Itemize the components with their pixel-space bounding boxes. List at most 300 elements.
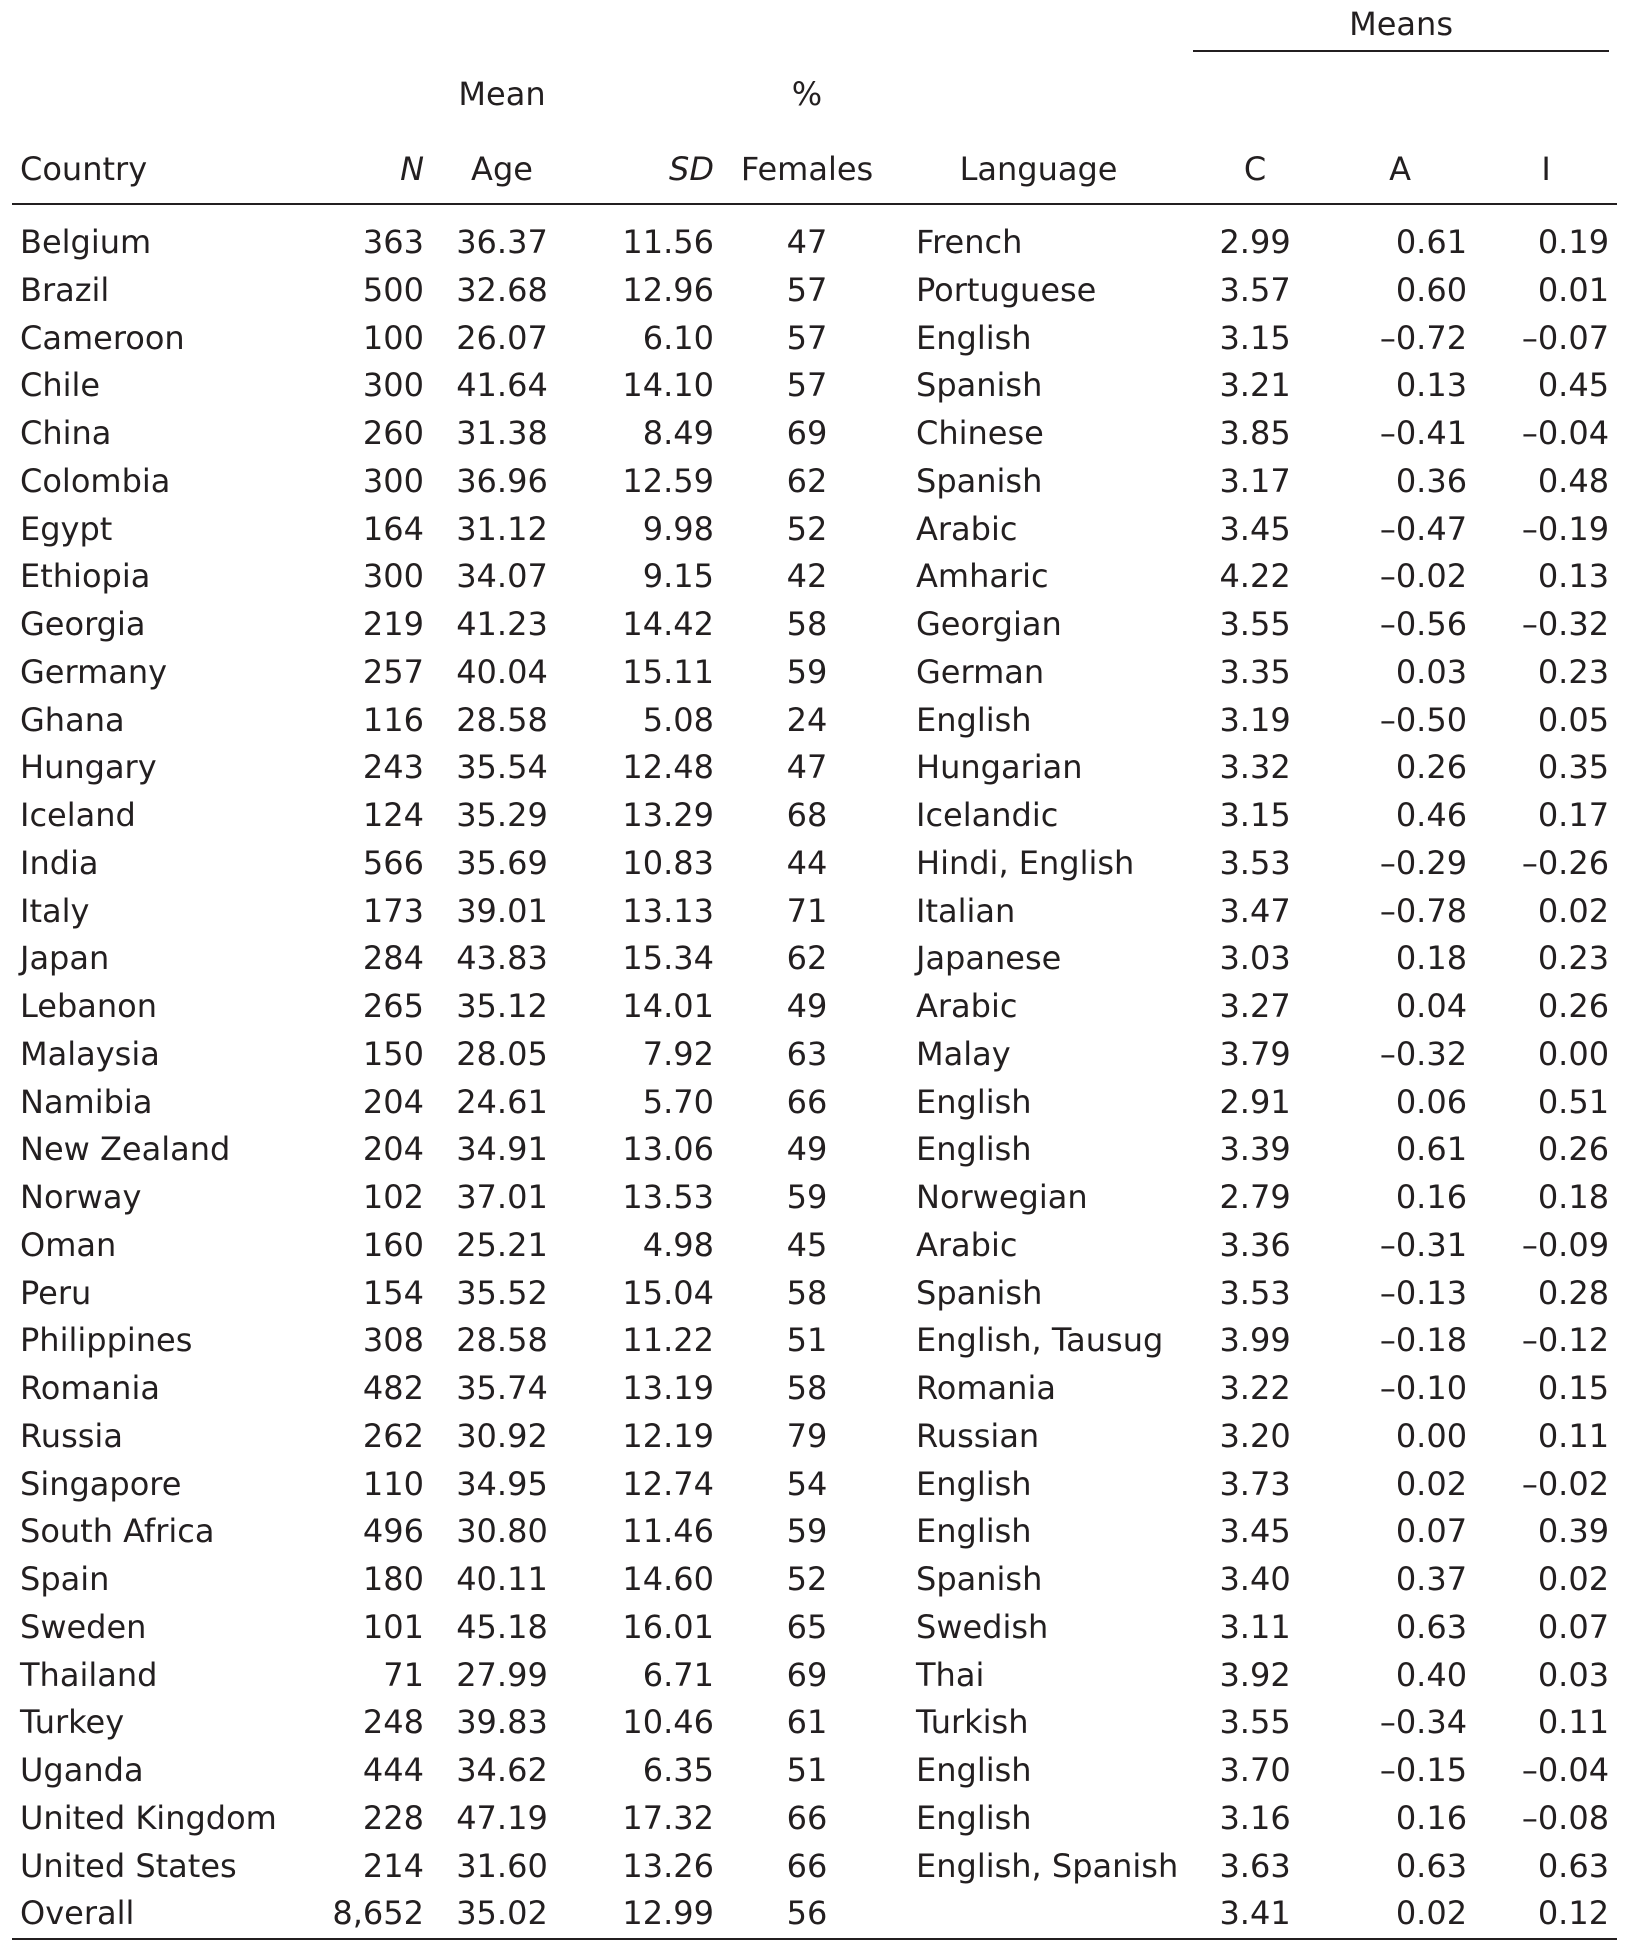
language-cell: Chinese xyxy=(916,414,1044,452)
a-mean-cell: 0.16 xyxy=(1395,1798,1468,1837)
females-cell: 51 xyxy=(786,1321,828,1360)
sd-cell: 12.99 xyxy=(572,1890,722,1939)
table-row xyxy=(12,935,1617,983)
i-mean-cell: 0.26 xyxy=(1537,987,1610,1025)
sd-cell: 5.70 xyxy=(642,1082,714,1121)
language-cell: Swedish xyxy=(916,1607,1049,1646)
table-row xyxy=(12,1126,1617,1174)
mean-age-cell: 31.12 xyxy=(456,509,548,548)
females-header-line2: Females xyxy=(722,122,892,204)
country-cell: Turkey xyxy=(20,1703,125,1742)
sd-cell: 13.26 xyxy=(622,1846,714,1885)
c-mean-cell: 3.35 xyxy=(1219,652,1291,691)
sd-cell: 12.48 xyxy=(622,748,714,787)
n-cell: 284 xyxy=(362,939,424,978)
country-cell: Japan xyxy=(20,939,110,978)
country-cell: Spain xyxy=(20,1560,110,1598)
a-mean-cell: 0.18 xyxy=(1395,939,1468,978)
table-row xyxy=(12,1508,1617,1556)
c-mean-cell: 3.22 xyxy=(1219,1369,1291,1407)
i-mean-cell: –0.32 xyxy=(1521,605,1610,643)
c-mean-cell: 2.99 xyxy=(1219,223,1291,261)
a-mean-cell: –0.15 xyxy=(1379,1751,1468,1789)
country-cell: China xyxy=(20,414,112,452)
mean-age-cell: 41.64 xyxy=(456,366,548,405)
country-cell: Colombia xyxy=(20,461,171,500)
n-cell: 219 xyxy=(362,605,424,643)
a-mean-cell: 0.03 xyxy=(1395,652,1468,691)
table-row xyxy=(12,1317,1617,1365)
a-mean-cell: 0.40 xyxy=(1395,1655,1468,1694)
mean-age-cell: 40.04 xyxy=(456,652,548,691)
females-cell: 54 xyxy=(786,1464,828,1503)
i-mean-cell: 0.63 xyxy=(1537,1846,1610,1885)
c-mean-cell: 3.45 xyxy=(1219,509,1291,548)
sd-cell: 13.19 xyxy=(622,1369,714,1407)
n-header: N xyxy=(302,122,432,204)
i-mean-cell: 0.02 xyxy=(1537,891,1610,930)
n-cell: 300 xyxy=(362,366,424,405)
country-cell: Germany xyxy=(20,652,168,691)
females-cell: 24 xyxy=(786,700,828,739)
language-cell: Turkish xyxy=(916,1703,1029,1742)
sd-cell: 15.04 xyxy=(622,1273,714,1312)
i-mean-cell: 0.07 xyxy=(1537,1607,1610,1646)
c-mean-cell: 3.16 xyxy=(1219,1798,1291,1837)
i-mean-cell: 0.11 xyxy=(1537,1703,1610,1742)
i-mean-cell: 0.23 xyxy=(1537,939,1610,978)
females-cell: 45 xyxy=(786,1225,828,1264)
language-cell: English xyxy=(916,1464,1032,1503)
sd-cell: 12.19 xyxy=(622,1416,714,1455)
females-cell: 58 xyxy=(786,605,828,643)
a-mean-cell: 0.26 xyxy=(1395,748,1468,787)
sd-cell: 12.96 xyxy=(622,270,714,309)
a-mean-cell: –0.18 xyxy=(1379,1321,1468,1360)
n-cell: 102 xyxy=(362,1178,424,1216)
mean-age-cell: 45.18 xyxy=(456,1607,548,1646)
table-row xyxy=(12,983,1617,1031)
sd-cell: 10.46 xyxy=(622,1703,714,1742)
country-cell: Ghana xyxy=(20,700,125,739)
sd-cell: 13.53 xyxy=(622,1178,714,1216)
sd-cell: 9.15 xyxy=(642,557,714,596)
i-mean-cell: 0.00 xyxy=(1537,1034,1610,1073)
n-cell: 164 xyxy=(362,509,424,548)
c-mean-cell: 3.53 xyxy=(1219,843,1291,882)
c-mean-cell: 3.73 xyxy=(1219,1464,1291,1503)
i-mean-cell: 0.18 xyxy=(1537,1178,1610,1216)
table-row xyxy=(12,1413,1617,1461)
c-mean-cell: 3.40 xyxy=(1219,1560,1291,1598)
sd-cell: 14.42 xyxy=(622,605,714,643)
c-mean-cell: 3.39 xyxy=(1219,1130,1291,1169)
females-cell: 71 xyxy=(786,891,828,930)
mean-age-cell: 47.19 xyxy=(456,1798,548,1837)
language-cell: Japanese xyxy=(916,939,1062,978)
n-cell: 308 xyxy=(362,1321,424,1360)
a-mean-cell: 0.02 xyxy=(1395,1464,1468,1503)
table-row xyxy=(12,1031,1617,1079)
i-mean-cell: 0.35 xyxy=(1537,748,1610,787)
i-mean-cell: 0.26 xyxy=(1537,1130,1610,1169)
table-row xyxy=(12,649,1617,697)
i-mean-cell: 0.39 xyxy=(1537,1512,1610,1551)
females-cell: 65 xyxy=(786,1607,828,1646)
females-cell: 51 xyxy=(786,1751,828,1789)
mean-age-cell: 27.99 xyxy=(456,1655,548,1694)
c-mean-cell: 3.92 xyxy=(1219,1655,1291,1694)
sd-cell: 8.49 xyxy=(642,414,714,452)
c-mean-cell: 3.20 xyxy=(1219,1416,1291,1455)
i-mean-cell: 0.05 xyxy=(1537,700,1610,739)
table-row xyxy=(12,315,1617,363)
table-row xyxy=(12,410,1617,458)
mean-age-cell: 40.11 xyxy=(456,1560,548,1598)
country-cell: Philippines xyxy=(20,1321,193,1360)
country-cell: Sweden xyxy=(20,1607,147,1646)
sd-cell: 15.34 xyxy=(622,939,714,978)
language-cell: Arabic xyxy=(916,1225,1018,1264)
country-cell: India xyxy=(20,843,99,882)
sd-cell: 7.92 xyxy=(642,1034,714,1073)
i-mean-cell: 0.15 xyxy=(1537,1369,1610,1407)
c-mean-cell: 3.45 xyxy=(1219,1512,1291,1551)
country-cell: Italy xyxy=(20,891,90,930)
country-cell: Egypt xyxy=(20,509,113,548)
language-cell xyxy=(892,1890,1185,1939)
a-mean-cell: 0.07 xyxy=(1395,1512,1468,1551)
females-cell: 57 xyxy=(786,366,828,405)
a-mean-cell: 0.46 xyxy=(1395,796,1468,834)
language-cell: Icelandic xyxy=(916,796,1059,834)
table-row xyxy=(12,553,1617,601)
n-cell: 173 xyxy=(362,891,424,930)
language-cell: Amharic xyxy=(916,557,1049,596)
females-cell: 58 xyxy=(786,1369,828,1407)
country-cell: Georgia xyxy=(20,605,146,643)
a-mean-cell: 0.63 xyxy=(1395,1607,1468,1646)
n-cell: 214 xyxy=(362,1846,424,1885)
country-sample-table xyxy=(12,0,1617,1940)
language-cell: Malay xyxy=(916,1034,1011,1073)
country-cell: Romania xyxy=(20,1369,160,1407)
c-mean-cell: 3.36 xyxy=(1219,1225,1291,1264)
females-cell: 49 xyxy=(786,987,828,1025)
country-cell: Uganda xyxy=(20,1751,144,1789)
a-mean-cell: 0.60 xyxy=(1395,270,1468,309)
c-mean-cell: 3.63 xyxy=(1219,1846,1291,1885)
table-row xyxy=(12,1699,1617,1747)
table-row xyxy=(12,888,1617,936)
n-cell: 8,652 xyxy=(302,1890,432,1939)
language-cell: Romania xyxy=(916,1369,1056,1407)
language-cell: Italian xyxy=(916,891,1016,930)
table-row xyxy=(12,1174,1617,1222)
c-mean-cell: 3.41 xyxy=(1185,1890,1325,1939)
c-mean-cell: 2.91 xyxy=(1219,1082,1291,1121)
country-cell: Lebanon xyxy=(20,987,158,1025)
mean-age-cell: 24.61 xyxy=(456,1082,548,1121)
mean-age-cell: 35.02 xyxy=(432,1890,572,1939)
mean-age-cell: 28.58 xyxy=(456,700,548,739)
a-mean-cell: –0.29 xyxy=(1379,843,1468,882)
c-mean-cell: 3.32 xyxy=(1219,748,1291,787)
table-row xyxy=(12,840,1617,888)
females-cell: 69 xyxy=(786,1655,828,1694)
i-mean-cell: –0.02 xyxy=(1521,1464,1610,1503)
c-mean-cell: 3.15 xyxy=(1219,318,1291,357)
sd-cell: 16.01 xyxy=(622,1607,714,1646)
table-row xyxy=(12,601,1617,649)
n-cell: 496 xyxy=(362,1512,424,1551)
table-row xyxy=(12,792,1617,840)
sd-cell: 14.60 xyxy=(622,1560,714,1598)
mean-age-cell: 37.01 xyxy=(456,1178,548,1216)
mean-age-cell: 26.07 xyxy=(456,318,548,357)
sd-cell: 13.29 xyxy=(622,796,714,834)
females-cell: 59 xyxy=(786,652,828,691)
females-cell: 79 xyxy=(786,1416,828,1455)
mean-age-header-line1: Mean xyxy=(458,75,546,113)
i-mean-cell: 0.51 xyxy=(1537,1082,1610,1121)
a-mean-cell: 0.61 xyxy=(1395,223,1468,261)
i-mean-cell: 0.45 xyxy=(1537,366,1610,405)
table-row xyxy=(12,1461,1617,1509)
mean-age-cell: 34.95 xyxy=(456,1464,548,1503)
i-mean-cell: –0.07 xyxy=(1521,318,1610,357)
table-body xyxy=(12,204,1617,1939)
females-cell: 47 xyxy=(786,223,828,261)
females-cell: 52 xyxy=(786,1560,828,1598)
females-cell: 56 xyxy=(722,1890,892,1939)
a-header: A xyxy=(1325,122,1475,204)
country-cell: Ethiopia xyxy=(20,557,151,596)
i-mean-cell: 0.02 xyxy=(1537,1560,1610,1598)
c-mean-cell: 3.11 xyxy=(1219,1607,1291,1646)
c-mean-cell: 3.55 xyxy=(1219,605,1291,643)
i-mean-cell: 0.17 xyxy=(1537,796,1610,834)
a-mean-cell: 0.16 xyxy=(1395,1178,1468,1216)
n-cell: 160 xyxy=(362,1225,424,1264)
mean-age-cell: 35.74 xyxy=(456,1369,548,1407)
country-cell: United States xyxy=(20,1846,237,1885)
means-group-header: Means xyxy=(1193,4,1609,52)
c-mean-cell: 3.19 xyxy=(1219,700,1291,739)
females-cell: 47 xyxy=(786,748,828,787)
females-cell: 44 xyxy=(786,843,828,882)
i-mean-cell: 0.19 xyxy=(1537,223,1610,261)
mean-age-cell: 36.37 xyxy=(456,223,548,261)
females-cell: 66 xyxy=(786,1082,828,1121)
i-header: I xyxy=(1475,122,1617,204)
sd-cell: 14.10 xyxy=(622,366,714,405)
c-mean-cell: 3.47 xyxy=(1219,891,1291,930)
mean-age-cell: 35.69 xyxy=(456,843,548,882)
a-mean-cell: –0.47 xyxy=(1379,509,1468,548)
language-header: Language xyxy=(892,122,1185,204)
language-cell: English xyxy=(916,1751,1032,1789)
i-mean-cell: –0.04 xyxy=(1521,1751,1610,1789)
country-cell: Belgium xyxy=(20,223,152,261)
country-cell: Malaysia xyxy=(20,1034,160,1073)
n-cell: 124 xyxy=(362,796,424,834)
i-mean-cell: 0.23 xyxy=(1537,652,1610,691)
language-cell: Arabic xyxy=(916,509,1018,548)
a-mean-cell: 0.06 xyxy=(1395,1082,1468,1121)
language-cell: Spanish xyxy=(916,366,1043,405)
i-mean-cell: –0.08 xyxy=(1521,1798,1610,1837)
i-mean-cell: 0.13 xyxy=(1537,557,1610,596)
a-mean-cell: –0.72 xyxy=(1379,318,1468,357)
sd-cell: 11.56 xyxy=(622,223,714,261)
n-cell: 204 xyxy=(362,1130,424,1169)
n-cell: 265 xyxy=(362,987,424,1025)
language-cell: Hindi, English xyxy=(916,843,1135,882)
mean-age-cell: 30.80 xyxy=(456,1512,548,1551)
country-cell: United Kingdom xyxy=(20,1798,277,1837)
females-cell: 61 xyxy=(786,1703,828,1742)
language-cell: English xyxy=(916,1130,1032,1169)
table-row xyxy=(12,1604,1617,1652)
language-cell: Hungarian xyxy=(916,748,1083,787)
table-header xyxy=(12,0,1617,204)
n-cell: 228 xyxy=(362,1798,424,1837)
c-mean-cell: 3.17 xyxy=(1219,461,1291,500)
i-mean-cell: 0.11 xyxy=(1537,1416,1610,1455)
table-row xyxy=(12,1365,1617,1413)
table-row xyxy=(12,697,1617,745)
table-row xyxy=(12,267,1617,315)
sd-cell: 10.83 xyxy=(622,843,714,882)
n-cell: 300 xyxy=(362,557,424,596)
n-cell: 300 xyxy=(362,461,424,500)
language-cell: English, Spanish xyxy=(916,1846,1179,1885)
females-cell: 52 xyxy=(786,509,828,548)
sd-cell: 4.98 xyxy=(642,1225,714,1264)
table-row xyxy=(12,1747,1617,1795)
table-row xyxy=(12,1652,1617,1700)
table-row xyxy=(12,744,1617,792)
c-mean-cell: 4.22 xyxy=(1219,557,1291,596)
country-cell: New Zealand xyxy=(20,1130,231,1169)
mean-age-cell: 41.23 xyxy=(456,605,548,643)
mean-age-cell: 32.68 xyxy=(456,270,548,309)
language-cell: Portuguese xyxy=(916,270,1097,309)
a-mean-cell: 0.63 xyxy=(1395,1846,1468,1885)
c-mean-cell: 3.99 xyxy=(1219,1321,1291,1360)
n-cell: 482 xyxy=(362,1369,424,1407)
table-row xyxy=(12,1843,1617,1891)
n-cell: 444 xyxy=(362,1751,424,1789)
a-mean-cell: 0.61 xyxy=(1395,1130,1468,1169)
n-cell: 116 xyxy=(362,700,424,739)
sd-cell: 14.01 xyxy=(622,987,714,1025)
mean-age-cell: 43.83 xyxy=(456,939,548,978)
table-row xyxy=(12,1795,1617,1843)
a-mean-cell: –0.32 xyxy=(1379,1034,1468,1073)
females-cell: 69 xyxy=(786,414,828,452)
c-mean-cell: 3.85 xyxy=(1219,414,1291,452)
mean-age-cell: 34.07 xyxy=(456,557,548,596)
females-cell: 62 xyxy=(786,939,828,978)
language-cell: English xyxy=(916,1082,1032,1121)
a-mean-cell: –0.31 xyxy=(1379,1225,1468,1264)
c-mean-cell: 3.55 xyxy=(1219,1703,1291,1742)
country-cell: Russia xyxy=(20,1416,123,1455)
mean-age-cell: 34.91 xyxy=(456,1130,548,1169)
country-header: Country xyxy=(12,122,302,204)
mean-age-cell: 39.01 xyxy=(456,891,548,930)
language-cell: German xyxy=(916,652,1045,691)
females-cell: 58 xyxy=(786,1273,828,1312)
a-mean-cell: 0.02 xyxy=(1325,1890,1475,1939)
mean-age-cell: 34.62 xyxy=(456,1751,548,1789)
country-cell: Thailand xyxy=(20,1655,158,1694)
sd-cell: 12.59 xyxy=(622,461,714,500)
mean-age-cell: 31.38 xyxy=(456,414,548,452)
mean-age-cell: 25.21 xyxy=(456,1225,548,1264)
mean-age-cell: 35.12 xyxy=(456,987,548,1025)
language-cell: Spanish xyxy=(916,1560,1043,1598)
c-mean-cell: 3.15 xyxy=(1219,796,1291,834)
sd-cell: 15.11 xyxy=(622,652,714,691)
c-mean-cell: 3.21 xyxy=(1219,366,1291,405)
sd-cell: 13.13 xyxy=(622,891,714,930)
country-cell: Cameroon xyxy=(20,318,185,357)
country-cell: Chile xyxy=(20,366,101,405)
n-cell: 257 xyxy=(362,652,424,691)
females-cell: 59 xyxy=(786,1512,828,1551)
a-mean-cell: 0.13 xyxy=(1395,366,1468,405)
language-cell: Norwegian xyxy=(916,1178,1088,1216)
a-mean-cell: –0.34 xyxy=(1379,1703,1468,1742)
country-cell: Oman xyxy=(20,1225,117,1264)
sd-cell: 6.10 xyxy=(642,318,714,357)
n-cell: 71 xyxy=(383,1655,424,1694)
females-cell: 57 xyxy=(786,318,828,357)
a-mean-cell: 0.04 xyxy=(1395,987,1468,1025)
c-mean-cell: 3.03 xyxy=(1219,939,1291,978)
a-mean-cell: –0.13 xyxy=(1379,1273,1468,1312)
sd-cell: 13.06 xyxy=(622,1130,714,1169)
females-cell: 49 xyxy=(786,1130,828,1169)
females-cell: 66 xyxy=(786,1798,828,1837)
country-cell: Norway xyxy=(20,1178,142,1216)
country-cell: Brazil xyxy=(20,270,110,309)
language-cell: English xyxy=(916,318,1032,357)
language-cell: Georgian xyxy=(916,605,1062,643)
females-cell: 68 xyxy=(786,796,828,834)
sd-cell: 5.08 xyxy=(642,700,714,739)
country-cell: Hungary xyxy=(20,748,157,787)
table-row xyxy=(12,458,1617,506)
sd-header: SD xyxy=(572,122,722,204)
c-mean-cell: 3.27 xyxy=(1219,987,1291,1025)
females-cell: 59 xyxy=(786,1178,828,1216)
n-cell: 100 xyxy=(362,318,424,357)
sd-cell: 6.71 xyxy=(642,1655,714,1694)
females-cell: 42 xyxy=(786,557,828,596)
mean-age-header-line2: Age xyxy=(432,122,572,204)
table-row xyxy=(12,1890,1617,1939)
language-cell: English xyxy=(916,1512,1032,1551)
country-cell: Iceland xyxy=(20,796,136,834)
mean-age-cell: 36.96 xyxy=(456,461,548,500)
table-row xyxy=(12,204,1617,267)
i-mean-cell: –0.04 xyxy=(1521,414,1610,452)
i-mean-cell: 0.48 xyxy=(1537,461,1610,500)
